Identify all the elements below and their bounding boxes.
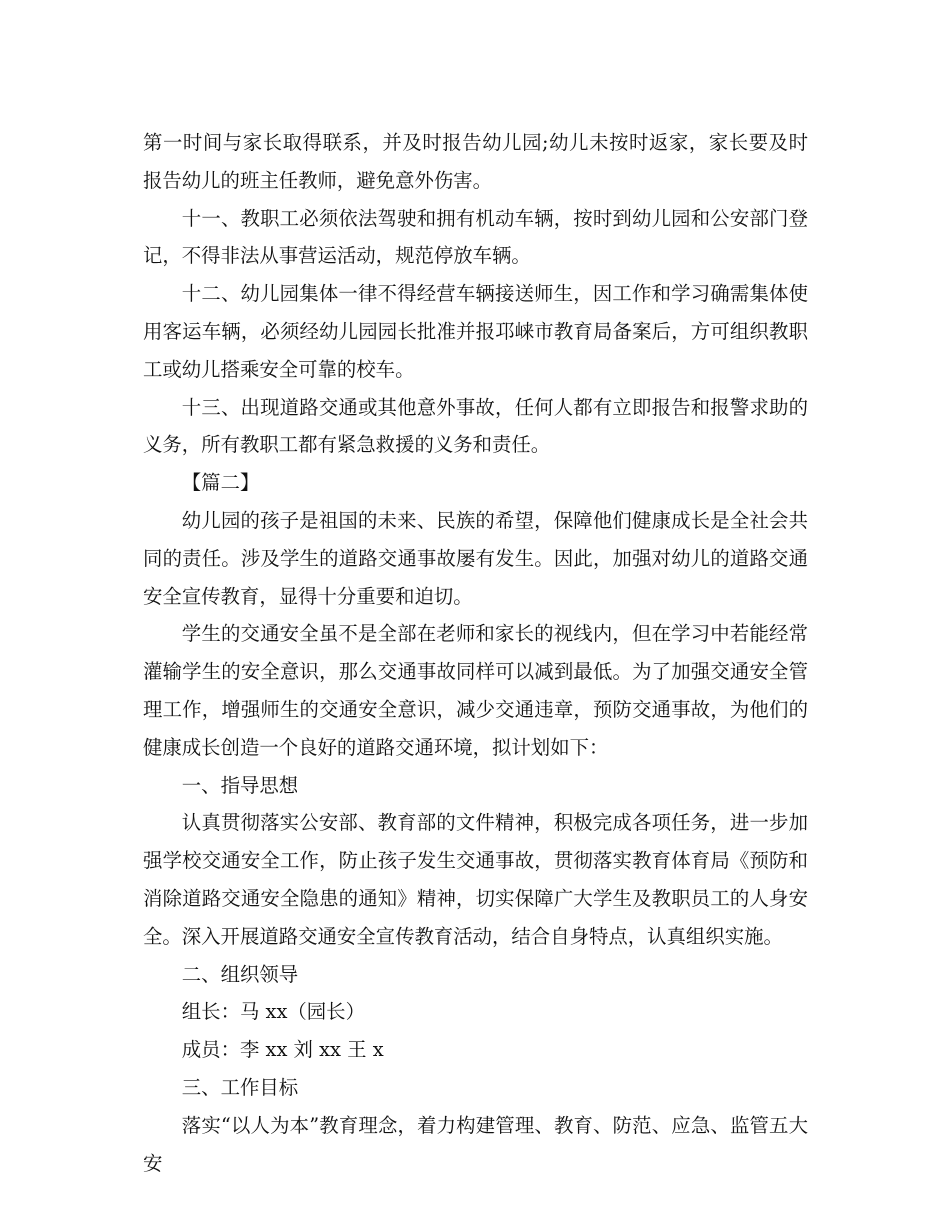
list-item: 成员：李 xx 刘 xx 王 x	[181, 1038, 384, 1062]
document-body	[143, 124, 808, 1182]
section-heading: 二、组织领导	[181, 962, 299, 986]
section-heading: 【篇二】	[181, 471, 260, 495]
paragraph: 幼儿园的孩子是祖国的未来、民族的希望，保障他们健康成长是全社会共同的责任。涉及学生的道路交通事故屡有发生。因此，加强对幼儿的道路交通安全宣传教育，显得十分重要和迫切。	[143, 508, 808, 608]
paragraph: 十二、幼儿园集体一律不得经营车辆接送师生，因工作和学习确需集体使用客运车辆，必须经幼儿园园长批准并报邛崃市教育局备案后，方可组织教职工或幼儿搭乘安全可靠的校车。	[143, 282, 808, 381]
section-heading: 三、工作目标	[181, 1075, 299, 1099]
paragraph: 十三、出现道路交通或其他意外事故，任何人都有立即报告和报警求助的义务，所有教职工都有紧急救援的义务和责任。	[143, 395, 808, 457]
paragraph: 第一时间与家长取得联系，并及时报告幼儿园;幼儿未按时返家，家长要及时报告幼儿的班主任教师，避免意外伤害。	[143, 131, 808, 192]
list-item: 组长：马 xx（园长）	[181, 1000, 365, 1024]
paragraph: 十一、教职工必须依法驾驶和拥有机动车辆，按时到幼儿园和公安部门登记，不得非法从事营运活动，规范停放车辆。	[143, 206, 808, 268]
paragraph: 学生的交通安全虽不是全部在老师和家长的视线内，但在学习中若能经常灌输学生的安全意识，那么交通事故同样可以减到最低。为了加强交通安全管理工作，增强师生的交通安全意识，减少交通违章，预防交通事故，为他们的健康成长创造一个良好的道路交通环境，拟计划如下：	[143, 622, 808, 759]
section-heading: 一、指导思想	[181, 773, 299, 797]
paragraph: 落实“以人为本”教育理念，着力构建管理、教育、防范、应急、监管五大安	[143, 1113, 808, 1175]
paragraph: 认真贯彻落实公安部、教育部的文件精神，积极完成各项任务，进一步加强学校交通安全工作，防止孩子发生交通事故，贯彻落实教育体育局《预防和消除道路交通安全隐患的通知》精神，切实保障广大学生及教职员工的人身安全。深入开展道路交通安全宣传教育活动，结合自身特点，认真组织实施。	[143, 811, 808, 948]
